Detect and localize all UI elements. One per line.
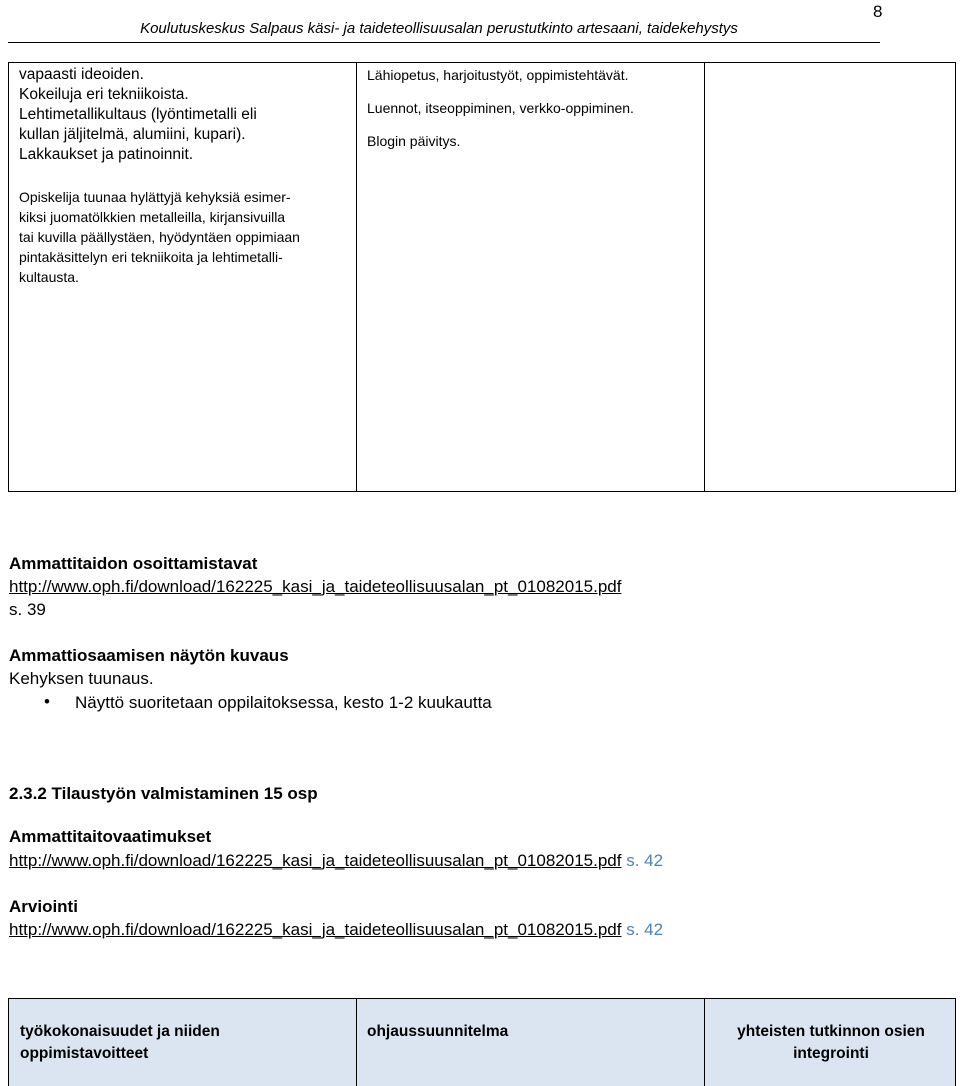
text-line: Blogin päivitys. (367, 133, 461, 149)
section-heading: Ammattiosaamisen näytön kuvaus (9, 646, 289, 665)
content-table (8, 62, 956, 492)
text-line: kultausta. (19, 269, 79, 285)
text-line: kullan jäljitelmä, alumiini, kupari). (19, 126, 246, 143)
page-ref: s. 42 (621, 920, 664, 939)
section-heading: Ammattitaitovaatimukset (9, 827, 212, 846)
column-header-integration (705, 1021, 957, 1065)
section-heading: 2.3.2 Tilaustyön valmistaminen 15 osp (9, 784, 318, 803)
table-cell-content (19, 65, 359, 287)
body-text: Kehyksen tuunaus. (9, 669, 154, 688)
column-header-worksets (20, 1021, 350, 1065)
column-header-guidance: ohjaussuunnitelma (367, 1023, 509, 1040)
header-title: Koulutuskeskus Salpaus käsi- ja taideteollisuusalan perustutkinto artesaani, taidekehystys (140, 20, 738, 37)
table-divider (704, 63, 705, 491)
oph-link[interactable]: http://www.oph.fi/download/162225_kasi_ja_taideteollisuusalan_pt_01082015.pdf (9, 851, 622, 870)
page-ref: s. 42 (621, 851, 664, 870)
page-number: 8 (873, 2, 883, 21)
table-header-row (8, 998, 956, 1086)
text-line: Kokeiluja eri tekniikoista. (19, 86, 189, 103)
section-heading: Arviointi (9, 897, 78, 916)
text-line: Opiskelija tuunaa hylättyjä kehyksiä esimer- (19, 189, 291, 205)
bullet-icon: • (44, 692, 50, 711)
text-line: integrointi (793, 1045, 869, 1062)
table-divider (356, 999, 357, 1086)
text-line: Lakkaukset ja patinoinnit. (19, 146, 194, 163)
text-line: tai kuvilla päällystäen, hyödyntäen oppimiaan (19, 229, 300, 245)
table-cell-methods (367, 65, 697, 164)
text-line: Lehtimetallikultaus (lyöntimetalli eli (19, 106, 257, 123)
text-line: vapaasti ideoiden. (19, 66, 144, 83)
text-line: työkokonaisuudet ja niiden (20, 1023, 220, 1040)
oph-link[interactable]: http://www.oph.fi/download/162225_kasi_ja_taideteollisuusalan_pt_01082015.pdf (9, 920, 622, 939)
text-line: Lähiopetus, harjoitustyöt, oppimistehtävät. (367, 67, 629, 83)
section-heading: Ammattitaidon osoittamistavat (9, 554, 258, 573)
bullet-text: Näyttö suoritetaan oppilaitoksessa, kesto 1-2 kuukautta (75, 693, 492, 712)
text-line: kiksi juomatölkkien metalleilla, kirjansivuilla (19, 209, 286, 225)
header-rule (8, 42, 880, 43)
text-line: yhteisten tutkinnon osien (737, 1023, 925, 1040)
paragraph (19, 187, 359, 287)
page-ref: s. 39 (9, 600, 46, 619)
oph-link[interactable]: http://www.oph.fi/download/162225_kasi_ja_taideteollisuusalan_pt_01082015.pdf (9, 577, 622, 596)
text-line: pintakäsittelyn eri tekniikoita ja lehtimetalli- (19, 249, 283, 265)
text-line: oppimistavoitteet (20, 1045, 149, 1062)
text-line: Luennot, itseoppiminen, verkko-oppiminen. (367, 100, 634, 116)
